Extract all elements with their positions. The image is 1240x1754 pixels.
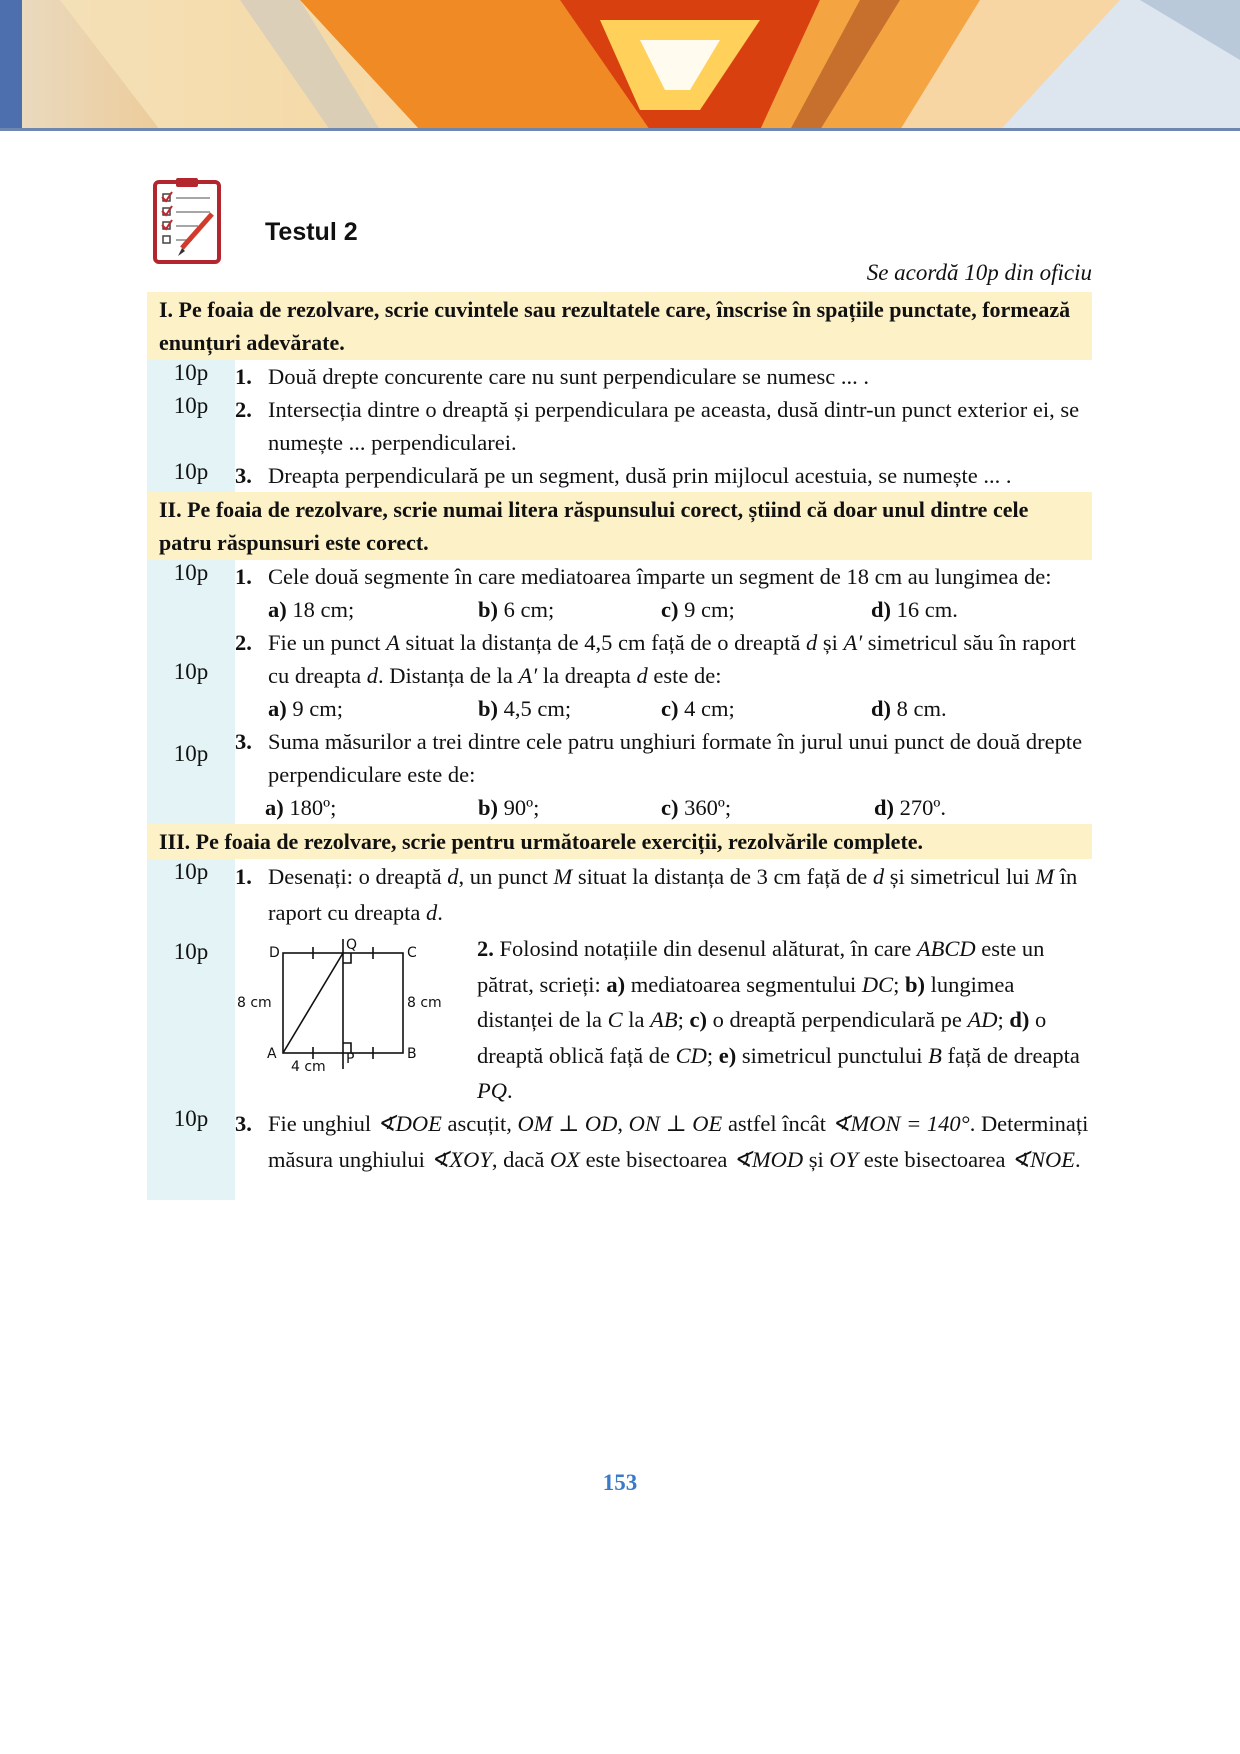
test-sheet bbox=[147, 292, 1092, 1200]
option-a: a) 180º; bbox=[265, 795, 337, 820]
label-left-length: 8 cm bbox=[237, 995, 272, 1011]
page-number: 153 bbox=[602, 1470, 638, 1495]
question-text bbox=[235, 393, 1092, 459]
question-text bbox=[235, 725, 1092, 791]
question-text: 1. Desenați: o dreaptă d, un punct M situat la distanța de 3 cm față de d și simetricul lui M în raport cu dreapta d. bbox=[235, 859, 1092, 931]
points-label: 10p bbox=[147, 931, 235, 1106]
question-body: Intersecția dintre o dreaptă și perpendiculara pe aceasta, dusă dintr-un punct exterior ei, se numește ... perpendicularei. bbox=[268, 397, 1080, 455]
section-3-item bbox=[147, 931, 1092, 1106]
question-number: 1. bbox=[235, 864, 252, 889]
question-number: 1. bbox=[235, 564, 252, 589]
question-number: 2. bbox=[235, 397, 252, 422]
question-number: 2. bbox=[477, 936, 494, 961]
points-label: 10p bbox=[147, 859, 235, 931]
question-text: 2. Folosind notațiile din desenul alăturat, în care ABCD este un pătrat, scrieți: a) mediatoarea segmentului DC; b) lungimea distanței de la C la AB; c) o dreaptă perpendiculară pe AD; d) o dreaptă oblică față de CD; e) simetricul punctului B față de dreapta PQ. bbox=[477, 936, 1080, 1103]
section-2-heading: II. Pe foaia de rezolvare, scrie numai litera răspunsului corect, știind că doar unul dintre cele patru răspunsuri este corect. bbox=[147, 492, 1092, 560]
label-right-length: 8 cm bbox=[407, 995, 442, 1011]
option-c: c) 9 cm; bbox=[661, 597, 735, 622]
option-a: a) 18 cm; bbox=[268, 597, 355, 622]
points-label: 10p bbox=[147, 459, 235, 492]
option-b: b) 90º; bbox=[478, 795, 540, 820]
option-a: a) 9 cm; bbox=[268, 696, 343, 721]
section-1-item bbox=[147, 393, 1092, 459]
section-3-heading: III. Pe foaia de rezolvare, scrie pentru următoarele exerciții, rezolvările complete. bbox=[147, 824, 1092, 859]
section-1-item bbox=[147, 459, 1092, 492]
question-body: Cele două segmente în care mediatoarea împarte un segment de 18 cm au lungimea de: bbox=[268, 564, 1052, 589]
question-body: Dreapta perpendiculară pe un segment, dusă prin mijlocul acestuia, se numește ... . bbox=[268, 463, 1012, 488]
points-label: 10p bbox=[147, 725, 235, 824]
question-number: 3. bbox=[235, 729, 252, 754]
page-title: Testul 2 bbox=[265, 218, 358, 246]
question-text bbox=[235, 459, 1092, 492]
option-b: b) 4,5 cm; bbox=[478, 696, 572, 721]
section-3-item bbox=[147, 1106, 1092, 1200]
square-diagram bbox=[235, 931, 455, 1091]
question-body: Suma măsurilor a trei dintre cele patru unghiuri formate în jurul unui punct de două drepte perpendiculare este de: bbox=[268, 729, 1083, 787]
option-b: b) 6 cm; bbox=[478, 597, 555, 622]
question-number: 1. bbox=[235, 364, 252, 389]
answer-options bbox=[235, 692, 1092, 725]
option-d: d) 270º. bbox=[874, 795, 946, 820]
answer-options bbox=[235, 791, 1092, 824]
option-c: c) 360º; bbox=[661, 795, 732, 820]
points-label: 10p bbox=[147, 626, 235, 725]
option-d: d) 8 cm. bbox=[871, 696, 947, 721]
section-1-item bbox=[147, 360, 1092, 393]
label-p: P bbox=[346, 1051, 355, 1067]
section-2-item bbox=[147, 725, 1092, 824]
points-label: 10p bbox=[147, 360, 235, 393]
section-3-item bbox=[147, 859, 1092, 931]
label-bottom-length: 4 cm bbox=[291, 1059, 326, 1075]
banner-divider bbox=[0, 128, 1240, 131]
label-a: A bbox=[267, 1046, 277, 1062]
question-number: 3. bbox=[235, 463, 252, 488]
option-d: d) 16 cm. bbox=[871, 597, 958, 622]
points-label: 10p bbox=[147, 560, 235, 626]
question-text bbox=[235, 360, 1092, 393]
question-number: 2. bbox=[235, 630, 252, 655]
segment-aq bbox=[283, 953, 343, 1053]
question-body: Două drepte concurente care nu sunt perpendiculare se numesc ... . bbox=[268, 364, 869, 389]
section-2-item bbox=[147, 626, 1092, 725]
question-text bbox=[235, 560, 1092, 593]
label-q: Q bbox=[346, 937, 358, 953]
question-number: 3. bbox=[235, 1111, 252, 1136]
banner-image bbox=[0, 0, 1240, 130]
answer-options bbox=[235, 593, 1092, 626]
section-2-item bbox=[147, 560, 1092, 626]
label-d: D bbox=[269, 945, 280, 961]
label-c: C bbox=[407, 945, 417, 961]
points-label: 10p bbox=[147, 1106, 235, 1200]
section-1-heading: I. Pe foaia de rezolvare, scrie cuvintele sau rezultatele care, înscrise în spațiile punctate, formează enunțuri adevărate. bbox=[147, 292, 1092, 360]
points-label: 10p bbox=[147, 393, 235, 459]
option-c: c) 4 cm; bbox=[661, 696, 735, 721]
header-banner bbox=[0, 0, 1240, 130]
label-b: B bbox=[407, 1046, 417, 1062]
question-text: 2. Fie un punct A situat la distanța de 4,5 cm față de o dreaptă d și A′ simetricul său în raport cu dreapta d. Distanța de la A′ la dreapta d este de: bbox=[235, 626, 1092, 692]
question-text: 3. Fie unghiul ∢DOE ascuțit, OM ⊥ OD, ON ⊥ OE astfel încât ∢MON = 140°. Determinați măsura unghiului ∢XOY, dacă OX este bisectoarea ∢MOD și OY este bisectoarea ∢NOE. bbox=[235, 1106, 1092, 1178]
bonus-points-note: Se acordă 10p din oficiu bbox=[866, 260, 1092, 285]
clipboard-checklist-icon bbox=[152, 178, 224, 266]
